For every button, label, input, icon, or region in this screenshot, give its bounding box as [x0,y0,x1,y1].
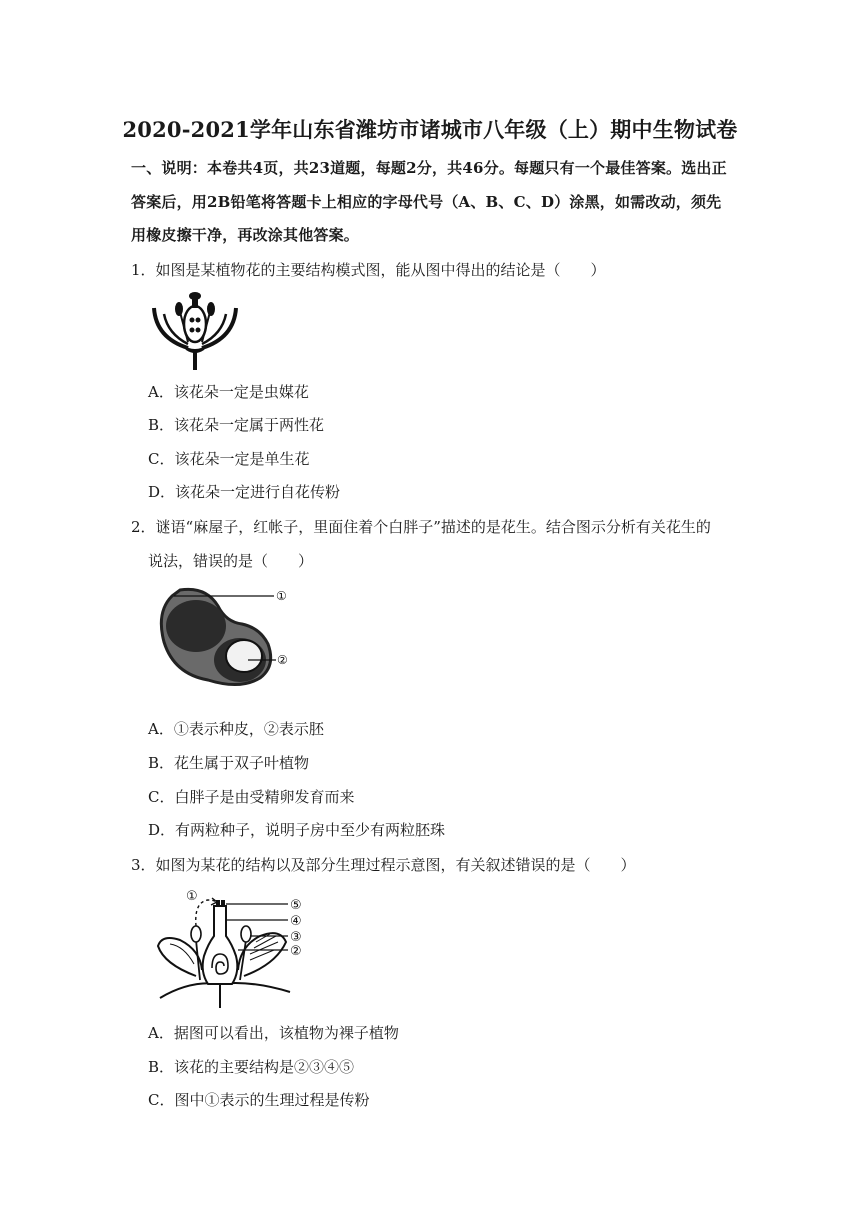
question-2-stem-line-2: 说法，错误的是（ ） [148,552,314,570]
flower-label-4: ④ [290,914,302,929]
flower-label-5: ⑤ [290,898,302,913]
peanut-figure [152,582,292,694]
question-2-option-a: A．①表示种皮，②表示胚 [148,720,324,738]
question-1-option-d: D．该花朵一定进行自花传粉 [148,483,341,501]
section-intro: 一、说明：本卷共4页，共23道题，每题2分，共46分。每题只有一个最佳答案。选出正答案后，用2B铅笔将答题卡上相应的字母代号（A、B、C、D）涂黑，如需改动，须先用橡皮擦干净，再改涂其他答案。 [131,159,727,244]
peanut-label-2: ② [277,653,288,667]
question-3-option-b: B．该花的主要结构是②③④⑤ [148,1058,355,1076]
question-1-stem: 1．如图是某植物花的主要结构模式图，能从图中得出的结论是（ ） [131,261,606,279]
question-2-option-d: D．有两粒种子，说明子房中至少有两粒胚珠 [148,821,446,839]
flower-label-3: ③ [290,930,302,945]
question-1-option-b: B．该花朵一定属于两性花 [148,416,325,434]
flower-structure-figure [150,290,240,370]
question-2-stem-line-1: 2．谜语“麻屋子，红帐子，里面住着个白胖子”描述的是花生。结合图示分析有关花生的 [131,518,711,536]
question-2-option-b: B．花生属于双子叶植物 [148,754,310,772]
flower-label-2: ② [290,944,302,959]
page-title: 2020-2021学年山东省潍坊市诸城市八年级（上）期中生物试卷 [122,117,738,142]
question-1-option-c: C．该花朵一定是单生花 [148,450,310,468]
peanut-label-1: ① [276,589,287,603]
question-3-stem: 3．如图为某花的结构以及部分生理过程示意图，有关叙述错误的是（ ） [131,856,636,874]
flower-label-1: ① [186,889,198,904]
question-2-option-c: C．白胖子是由受精卵发育而来 [148,788,355,806]
question-3-option-a: A．据图可以看出，该植物为裸子植物 [148,1024,399,1042]
question-3-option-c: C．图中①表示的生理过程是传粉 [148,1091,370,1109]
question-1-option-a: A．该花朵一定是虫媒花 [148,383,309,401]
flower-pollination-figure [150,884,320,1010]
